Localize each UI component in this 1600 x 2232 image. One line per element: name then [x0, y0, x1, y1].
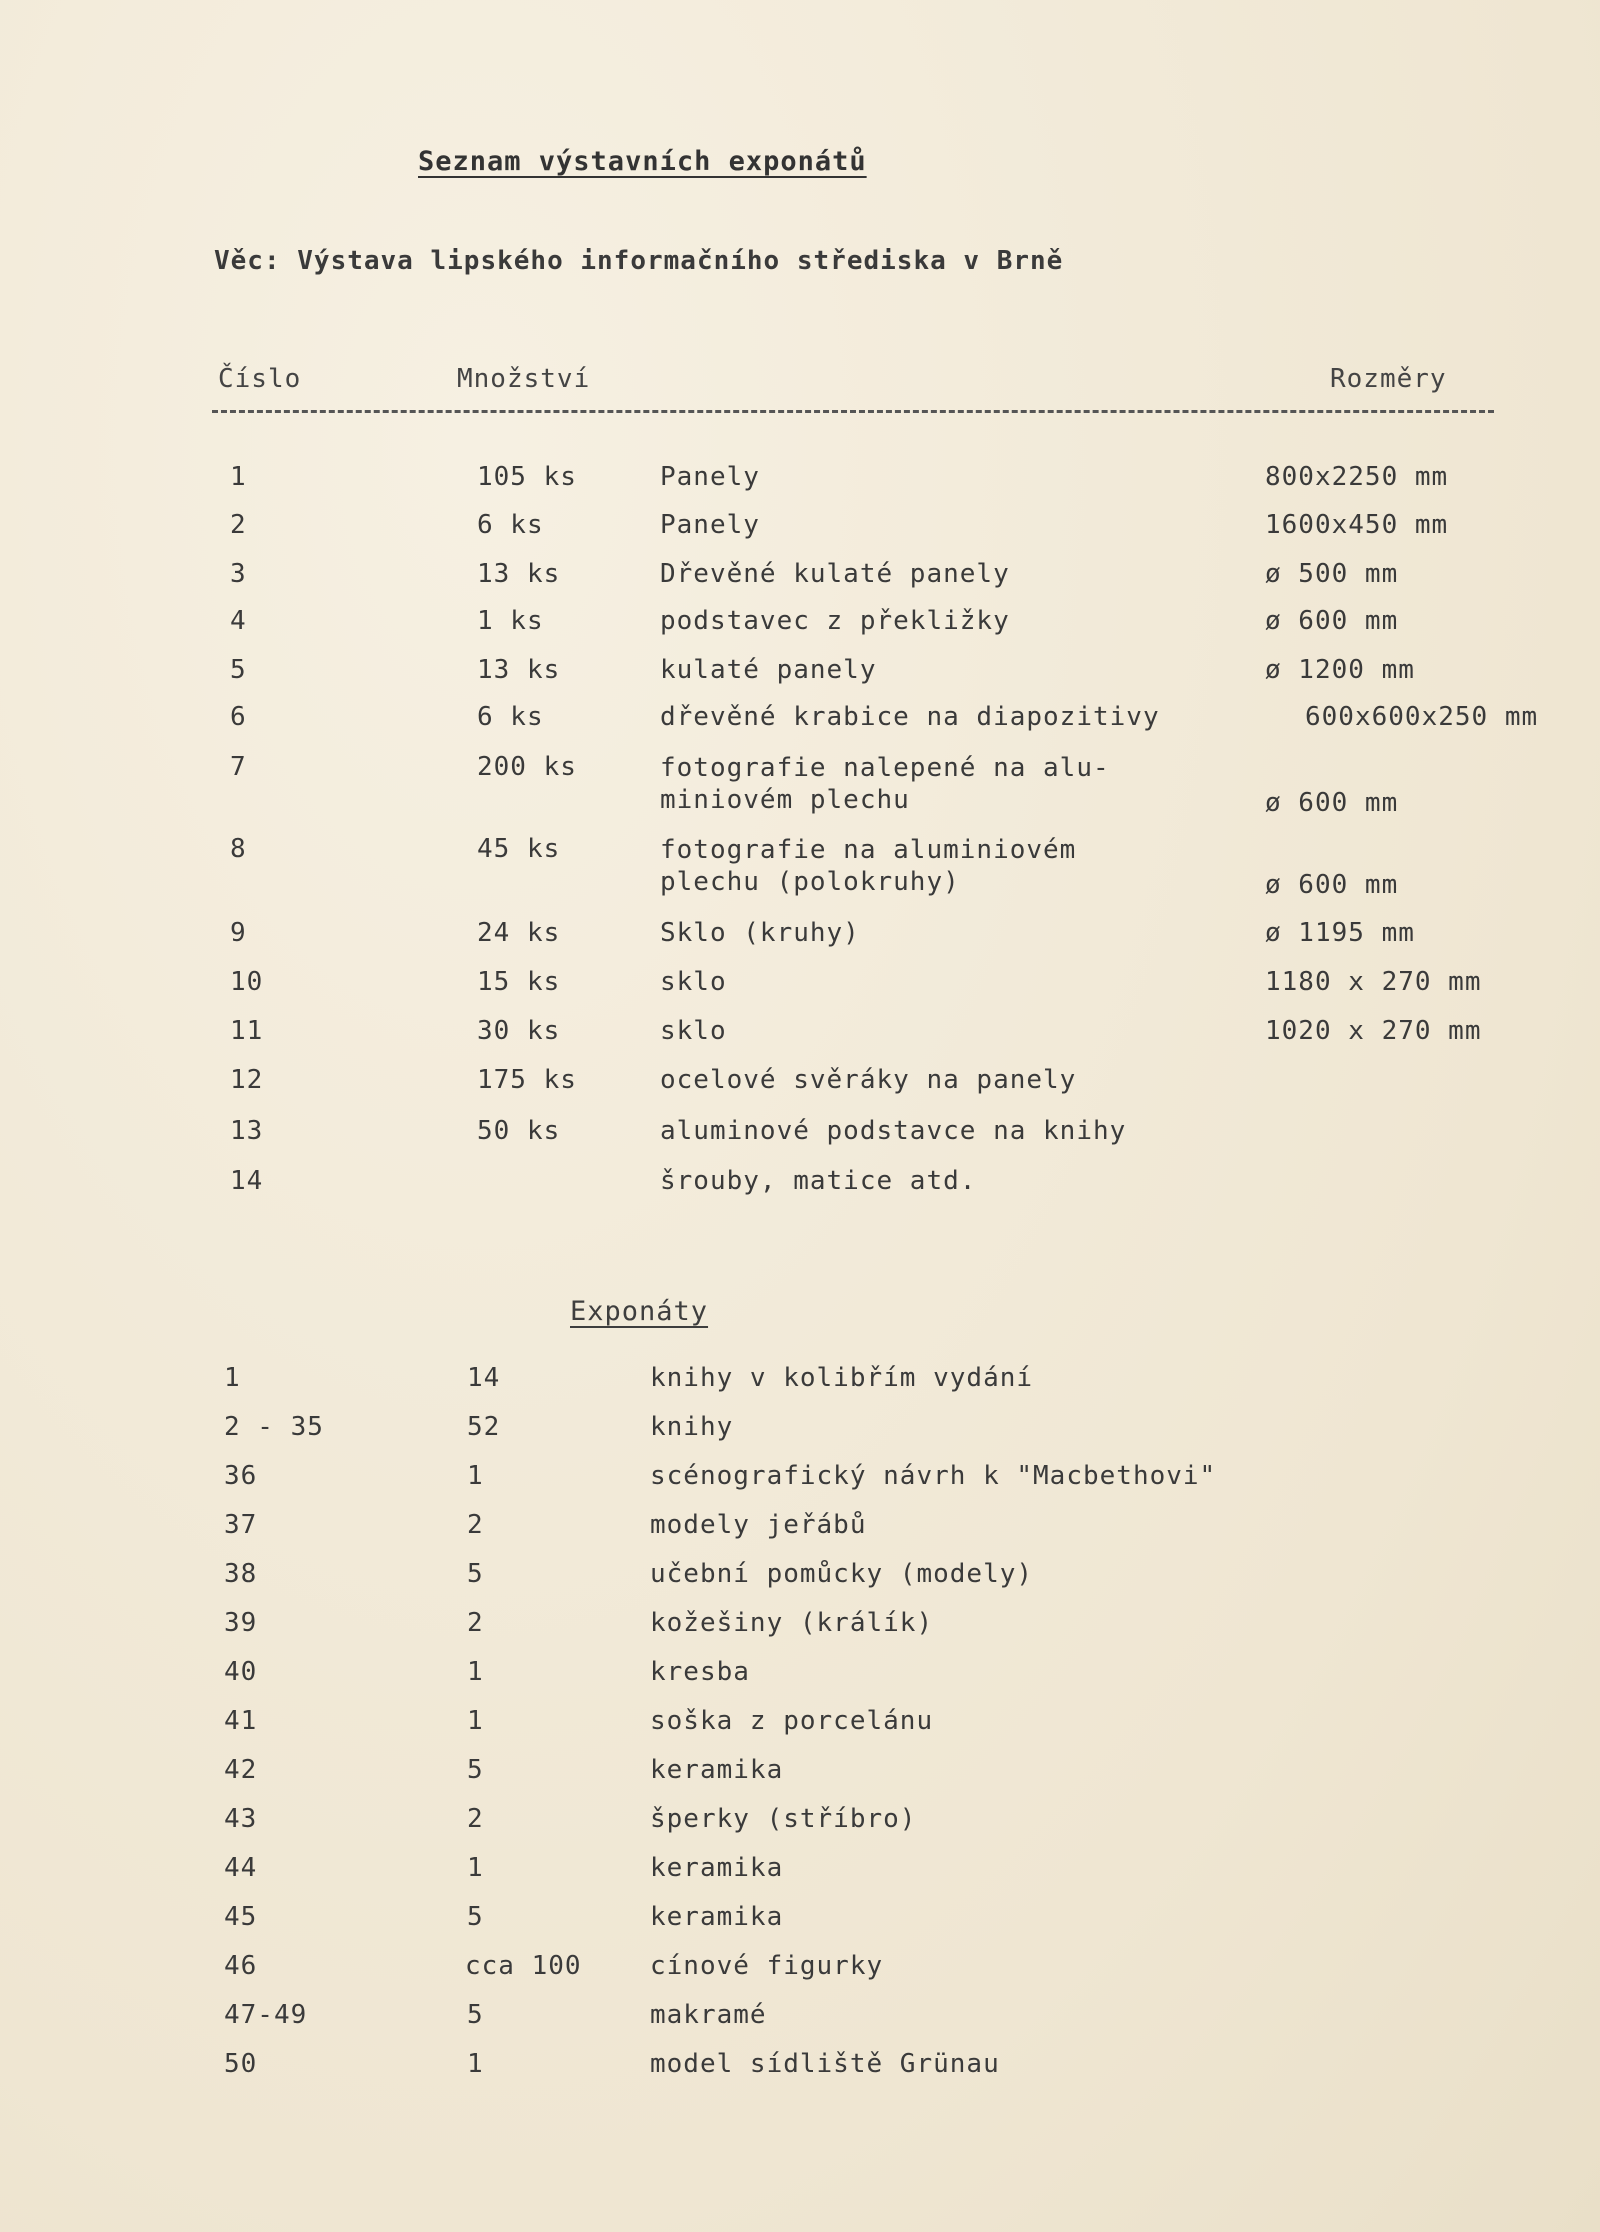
row-quantity: 105 ks: [477, 462, 577, 492]
row-number: 5: [230, 655, 247, 685]
row-description: model sídliště Grünau: [650, 2049, 1000, 2079]
row-number: 44: [224, 1853, 258, 1883]
row-quantity: 2: [467, 1510, 484, 1540]
row-description-line: fotografie nalepené na alu-: [660, 753, 1110, 783]
row-description: Panely: [660, 510, 760, 540]
row-description: šrouby, matice atd.: [660, 1166, 977, 1196]
row-number: 42: [224, 1755, 258, 1785]
row-quantity: 1: [467, 1706, 484, 1736]
row-description: učební pomůcky (modely): [650, 1559, 1034, 1589]
document-title: Seznam výstavních exponátů: [418, 146, 867, 177]
row-description: Sklo (kruhy): [660, 918, 860, 948]
row-dimensions: ø 600 mm: [1265, 606, 1399, 636]
row-number: 1: [224, 1363, 241, 1393]
row-number: 7: [230, 752, 247, 782]
column-header-quantity: Množství: [457, 364, 591, 394]
row-description: modely jeřábů: [650, 1510, 867, 1540]
row-number: 1: [230, 462, 247, 492]
row-dimensions: 800x2250 mm: [1265, 462, 1449, 492]
row-number: 6: [230, 702, 247, 732]
row-quantity: 13 ks: [477, 559, 561, 589]
row-number: 36: [224, 1461, 258, 1491]
row-description: dřevěné krabice na diapozitivy: [660, 702, 1160, 732]
row-quantity: 175 ks: [477, 1065, 577, 1095]
row-description: knihy: [650, 1412, 734, 1442]
row-quantity: 5: [467, 2000, 484, 2030]
row-description: sklo: [660, 1016, 727, 1046]
row-number: 8: [230, 834, 247, 864]
row-dimensions: ø 1200 mm: [1265, 655, 1415, 685]
row-dimensions: ø 500 mm: [1265, 559, 1399, 589]
row-number: 11: [230, 1016, 264, 1046]
row-description: kožešiny (králík): [650, 1608, 934, 1638]
row-quantity: 1: [467, 1657, 484, 1687]
row-number: 9: [230, 918, 247, 948]
row-quantity: 1: [467, 1461, 484, 1491]
row-dimensions: 1600x450 mm: [1265, 510, 1449, 540]
row-number: 39: [224, 1608, 258, 1638]
row-quantity: 13 ks: [477, 655, 561, 685]
row-dimensions: 1020 x 270 mm: [1265, 1016, 1482, 1046]
row-number: 2 - 35: [224, 1412, 324, 1442]
row-description-line: fotografie na aluminiovém: [660, 835, 1077, 865]
row-quantity: cca 100: [465, 1951, 582, 1981]
row-description: keramika: [650, 1902, 784, 1932]
exhibits-heading: Exponáty: [570, 1296, 709, 1327]
row-description: makramé: [650, 2000, 767, 2030]
row-quantity: 52: [467, 1412, 501, 1442]
row-number: 37: [224, 1510, 258, 1540]
row-description: [660, 752, 1110, 816]
row-dimensions: ø 600 mm: [1265, 788, 1399, 818]
row-number: 45: [224, 1902, 258, 1932]
row-number: 4: [230, 606, 247, 636]
column-header-number: Číslo: [218, 364, 302, 394]
row-dimensions: ø 1195 mm: [1265, 918, 1415, 948]
row-description: kulaté panely: [660, 655, 877, 685]
row-description: knihy v kolibřím vydání: [650, 1363, 1034, 1393]
row-description-line: plechu (polokruhy): [660, 867, 960, 897]
row-quantity: 2: [467, 1608, 484, 1638]
row-description: soška z porcelánu: [650, 1706, 934, 1736]
row-number: 43: [224, 1804, 258, 1834]
document-subject: Věc: Výstava lipského informačního střediska v Brně: [214, 246, 1064, 276]
row-dimensions: ø 600 mm: [1265, 870, 1399, 900]
row-description: Dřevěné kulaté panely: [660, 559, 1010, 589]
row-quantity: 200 ks: [477, 752, 577, 782]
row-description: keramika: [650, 1853, 784, 1883]
row-quantity: 1: [467, 2049, 484, 2079]
row-description: kresba: [650, 1657, 750, 1687]
row-number: 12: [230, 1065, 264, 1095]
row-number: 38: [224, 1559, 258, 1589]
row-number: 47-49: [224, 2000, 308, 2030]
row-number: 3: [230, 559, 247, 589]
row-description: ocelové svěráky na panely: [660, 1065, 1077, 1095]
row-quantity: 6 ks: [477, 510, 544, 540]
row-quantity: 45 ks: [477, 834, 561, 864]
row-number: 14: [230, 1166, 264, 1196]
row-description: keramika: [650, 1755, 784, 1785]
row-description: scénografický návrh k "Macbethovi": [650, 1461, 1217, 1491]
row-quantity: 6 ks: [477, 702, 544, 732]
row-quantity: 2: [467, 1804, 484, 1834]
row-number: 2: [230, 510, 247, 540]
row-description: cínové figurky: [650, 1951, 884, 1981]
row-description: aluminové podstavce na knihy: [660, 1116, 1127, 1146]
row-number: 41: [224, 1706, 258, 1736]
column-header-dimensions: Rozměry: [1330, 364, 1447, 394]
row-quantity: 50 ks: [477, 1116, 561, 1146]
row-description: Panely: [660, 462, 760, 492]
row-description: [660, 834, 1076, 898]
row-description: šperky (stříbro): [650, 1804, 917, 1834]
row-dimensions: 1180 x 270 mm: [1265, 967, 1482, 997]
row-number: 40: [224, 1657, 258, 1687]
row-number: 10: [230, 967, 264, 997]
header-divider: [212, 410, 1494, 413]
row-description: sklo: [660, 967, 727, 997]
row-quantity: 5: [467, 1902, 484, 1932]
row-description: podstavec z překližky: [660, 606, 1010, 636]
row-quantity: 1 ks: [477, 606, 544, 636]
row-quantity: 15 ks: [477, 967, 561, 997]
row-quantity: 1: [467, 1853, 484, 1883]
row-number: 50: [224, 2049, 258, 2079]
row-quantity: 5: [467, 1755, 484, 1785]
row-quantity: 24 ks: [477, 918, 561, 948]
row-dimensions: 600x600x250 mm: [1305, 702, 1539, 732]
row-number: 46: [224, 1951, 258, 1981]
row-number: 13: [230, 1116, 264, 1146]
row-description-line: miniovém plechu: [660, 785, 910, 815]
row-quantity: 14: [467, 1363, 501, 1393]
row-quantity: 5: [467, 1559, 484, 1589]
row-quantity: 30 ks: [477, 1016, 561, 1046]
